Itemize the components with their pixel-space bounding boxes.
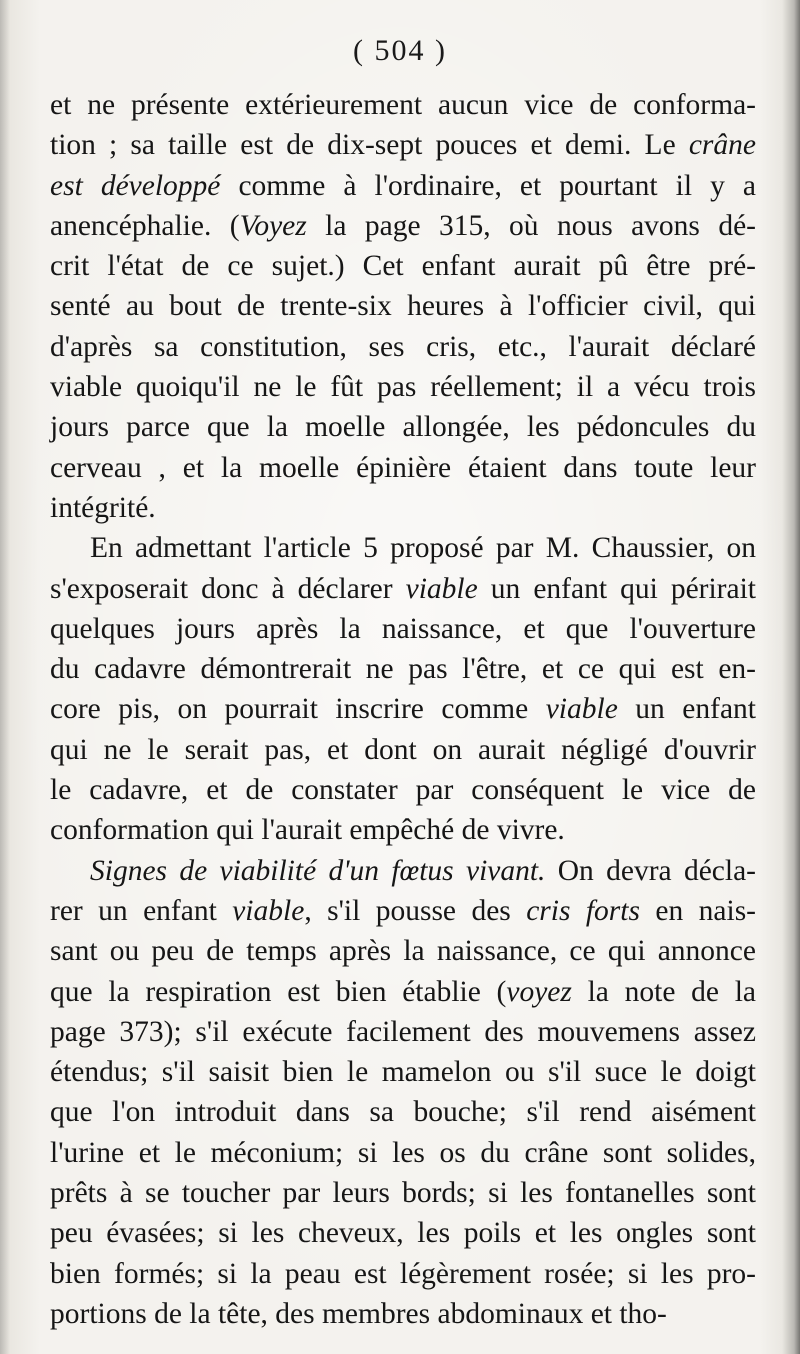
text-segment: core pis, on pourrait inscrire comme — [50, 693, 546, 726]
text-segment: prêts à se toucher par leurs bords; si les fontanelles sont — [50, 1177, 756, 1210]
text-segment: anencéphalie. ( — [50, 209, 240, 242]
italic-text: est développé — [50, 169, 221, 202]
text-segment: le cadavre, et de constater par conséquent le vice de — [50, 774, 756, 807]
page-left-shadow — [0, 0, 10, 1354]
text-segment: quelques jours après la naissance, et que l'ouverture — [50, 612, 756, 645]
italic-text: crâne — [688, 129, 756, 162]
text-line — [50, 448, 756, 488]
text-segment: bien formés; si la peau est légèrement rosée; si les pro- — [50, 1257, 756, 1290]
text-segment: que l'on introduit dans sa bouche; s'il rend aisément — [50, 1096, 756, 1129]
text-line — [50, 206, 756, 246]
text-line — [50, 367, 756, 407]
text-line — [50, 770, 756, 810]
text-segment: conformation qui l'aurait empêché de vivre. — [50, 814, 565, 847]
text-line — [50, 528, 756, 568]
italic-text: Signes de viabilité d'un fœtus vivant. — [90, 854, 546, 887]
text-segment: , s'il pousse des — [304, 894, 527, 927]
text-line — [50, 649, 756, 689]
text-segment: étendus; s'il saisit bien le mamelon ou s'il suce le doigt — [50, 1056, 756, 1089]
italic-text: viable — [232, 894, 305, 927]
text-line — [50, 1213, 756, 1253]
text-segment: cerveau , et la moelle épinière étaient dans toute leur — [50, 451, 756, 484]
italic-text: viable — [405, 572, 478, 605]
text-line — [50, 286, 756, 326]
text-line — [50, 972, 756, 1012]
paragraph — [50, 85, 756, 528]
text-segment: portions de la tête, des membres abdominaux et tho- — [50, 1297, 667, 1330]
text-segment: viable quoiqu'il ne le fût pas réellement; il a vécu trois — [50, 371, 756, 404]
text-segment: tion ; sa taille est de dix-sept pouces et demi. Le — [50, 129, 689, 162]
text-segment: la note de la — [571, 975, 756, 1008]
text-segment: senté au bout de trente-six heures à l'officier civil, qui — [50, 290, 756, 323]
text-line — [50, 246, 756, 286]
text-segment: intégrité. — [50, 491, 156, 524]
text-line — [50, 609, 756, 649]
text-segment: en nais- — [639, 894, 756, 927]
italic-text: cris forts — [526, 894, 640, 927]
text-line — [50, 125, 756, 165]
text-segment: un enfant — [617, 693, 756, 726]
text-segment: rer un enfant — [50, 894, 233, 927]
text-segment: On devra décla- — [545, 854, 757, 887]
text-line — [50, 1092, 756, 1132]
paragraph — [50, 528, 756, 850]
text-line — [50, 1254, 756, 1294]
text-line — [50, 327, 756, 367]
text-segment: jours parce que la moelle allongée, les pédoncules du — [50, 411, 756, 444]
text-segment: l'urine et le méconium; si les os du crâne sont solides, — [50, 1136, 756, 1169]
text-segment: et ne présente extérieurement aucun vice de conforma- — [50, 89, 756, 121]
text-segment: s'exposerait donc à déclarer — [50, 572, 406, 605]
text-line — [50, 1052, 756, 1092]
text-line — [50, 1294, 756, 1334]
text-line — [50, 689, 756, 729]
text-line — [50, 85, 756, 125]
text-line — [50, 1133, 756, 1173]
text-segment: que la respiration est bien établie ( — [50, 975, 507, 1008]
text-line — [50, 488, 756, 528]
page-right-edge — [782, 0, 800, 1354]
text-segment: sant ou peu de temps après la naissance, ce qui annonce — [50, 935, 756, 968]
text-segment: peu évasées; si les cheveux, les poils et les ongles sont — [50, 1217, 756, 1250]
italic-text: viable — [545, 693, 618, 726]
body-text — [50, 85, 756, 1334]
text-line — [50, 851, 756, 891]
text-line — [50, 1012, 756, 1052]
text-line — [50, 891, 756, 931]
text-line — [50, 1173, 756, 1213]
text-line — [50, 407, 756, 447]
text-segment: page 373); s'il exécute facilement des mouvemens assez — [50, 1015, 756, 1048]
text-segment: crit l'état de ce sujet.) Cet enfant aurait pû être pré- — [50, 250, 756, 283]
text-line — [50, 931, 756, 971]
text-line — [50, 569, 756, 609]
text-segment: d'après sa constitution, ses cris, etc., l'aurait déclaré — [50, 330, 756, 363]
text-line — [50, 730, 756, 770]
text-segment: un enfant qui périrait — [477, 572, 756, 605]
page-number: ( 504 ) — [353, 34, 447, 67]
text-segment: la page 315, où nous avons dé- — [306, 209, 756, 242]
text-segment: En admettant l'article 5 proposé par M. Chaussier, on — [90, 532, 756, 565]
text-line — [50, 810, 756, 850]
text-segment: du cadavre démontrerait ne pas l'être, et ce qui est en- — [50, 653, 756, 686]
text-segment: comme à l'ordinaire, et pourtant il y a — [220, 169, 756, 202]
italic-text: voyez — [506, 975, 572, 1008]
text-segment: qui ne le serait pas, et dont on aurait négligé d'ouvrir — [50, 733, 756, 766]
paragraph — [50, 851, 756, 1335]
italic-text: Voyez — [239, 209, 307, 242]
text-line — [50, 166, 756, 206]
